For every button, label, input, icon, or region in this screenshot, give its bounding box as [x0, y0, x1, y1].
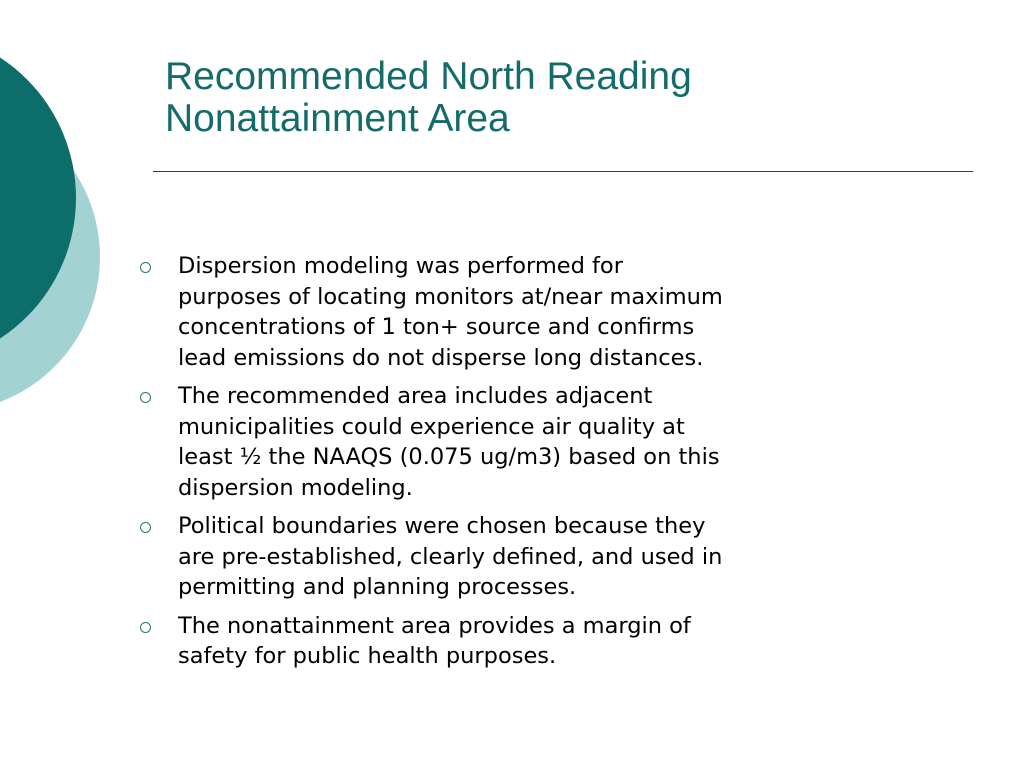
bullet-item [140, 381, 900, 503]
bullet-line: Dispersion modeling was performed for [178, 253, 623, 279]
bullet-item [140, 511, 900, 603]
bullet-list [140, 251, 900, 680]
bullet-line: least ½ the NAAQS (0.075 ug/m3) based on this [178, 444, 720, 470]
hollow-circle-bullet-icon [140, 392, 151, 403]
hollow-circle-bullet-icon [140, 622, 151, 633]
title-divider [153, 171, 973, 172]
hollow-circle-bullet-icon [140, 262, 151, 273]
bullet-line: permitting and planning processes. [178, 574, 577, 600]
bullet-line: municipalities could experience air quality at [178, 413, 685, 440]
hollow-circle-bullet-icon [140, 522, 151, 533]
bullet-line: lead emissions do not disperse long distances. [178, 344, 704, 371]
bullet-line: Political boundaries were chosen because they [178, 513, 706, 539]
bullet-item [140, 611, 900, 672]
bullet-line: The recommended area includes adjacent [178, 383, 653, 409]
bullet-item [140, 251, 900, 373]
bullet-line: purposes of locating monitors at/near maximum [178, 283, 723, 310]
slide-title-line: Recommended North Reading [165, 55, 692, 98]
bullet-line: The nonattainment area provides a margin of [178, 612, 691, 639]
bullet-line: concentrations of 1 ton+ source and confirms [178, 314, 695, 340]
slide-title [165, 56, 965, 140]
slide-title-line: Nonattainment Area [165, 97, 510, 140]
bullet-line: are pre-established, clearly defined, and used in [178, 543, 723, 570]
bullet-line: safety for public health purposes. [178, 643, 557, 669]
bullet-line: dispersion modeling. [178, 474, 413, 501]
